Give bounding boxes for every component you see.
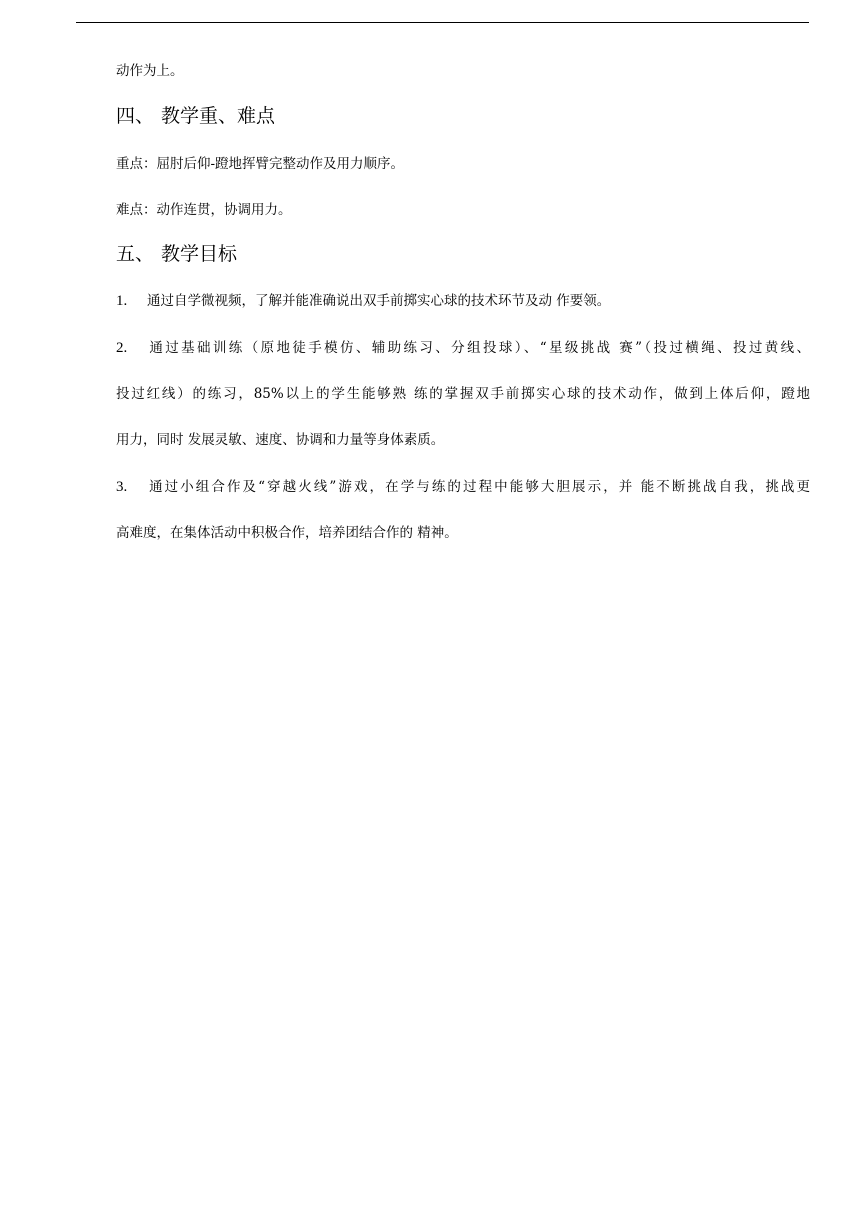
item-text-line: 通过自学微视频，了解并能准确说出双手前掷实心球的技术环节及动 作要领。	[147, 293, 611, 309]
objective-item-3-line-1	[116, 477, 810, 497]
section-number: 四、	[116, 105, 155, 127]
objective-item-3-line-2	[116, 523, 810, 543]
section-heading-4	[116, 103, 275, 129]
item-number: 1.	[116, 293, 128, 309]
item-text-line: 通过基础训练（原地徒手模仿、辅助练习、分组投球）、“星级挑战 赛”（投过横绳、投过黄线、	[147, 340, 810, 356]
item-text-line: 用力，同时 发展灵敏、速度、协调和力量等身体素质。	[116, 432, 445, 448]
item-number: 2.	[116, 340, 128, 356]
difficult-point-paragraph	[116, 200, 810, 220]
objective-item-2-line-3	[116, 430, 810, 450]
objective-item-2-line-2	[116, 384, 810, 404]
section-title: 教学目标	[161, 243, 238, 265]
section-heading-5	[116, 241, 237, 267]
item-number: 3.	[116, 479, 128, 495]
item-text-line: 通过小组合作及“穿越火线”游戏，在学与练的过程中能够大胆展示，并 能不断挑战自我，挑战更	[147, 479, 810, 495]
section-title: 教学重、难点	[161, 105, 276, 127]
continued-text-line	[116, 61, 810, 81]
key-point-paragraph	[116, 154, 810, 174]
difficult-point-text: 难点：动作连贯，协调用力。	[116, 202, 292, 218]
objective-item-1	[116, 291, 810, 311]
item-text-line: 投过红线）的练习，85%以上的学生能够熟 练的掌握双手前掷实心球的技术动作，做到上体后仰，蹬地	[116, 386, 810, 402]
header-rule	[76, 22, 809, 23]
continued-text: 动作为上。	[116, 63, 184, 79]
objective-item-2-line-1	[116, 338, 810, 358]
item-text-line: 高难度，在集体活动中积极合作，培养团结合作的 精神。	[116, 525, 458, 541]
key-point-text: 重点：屈肘后仰-蹬地挥臂完整动作及用力顺序。	[116, 156, 405, 172]
section-number: 五、	[116, 243, 155, 265]
